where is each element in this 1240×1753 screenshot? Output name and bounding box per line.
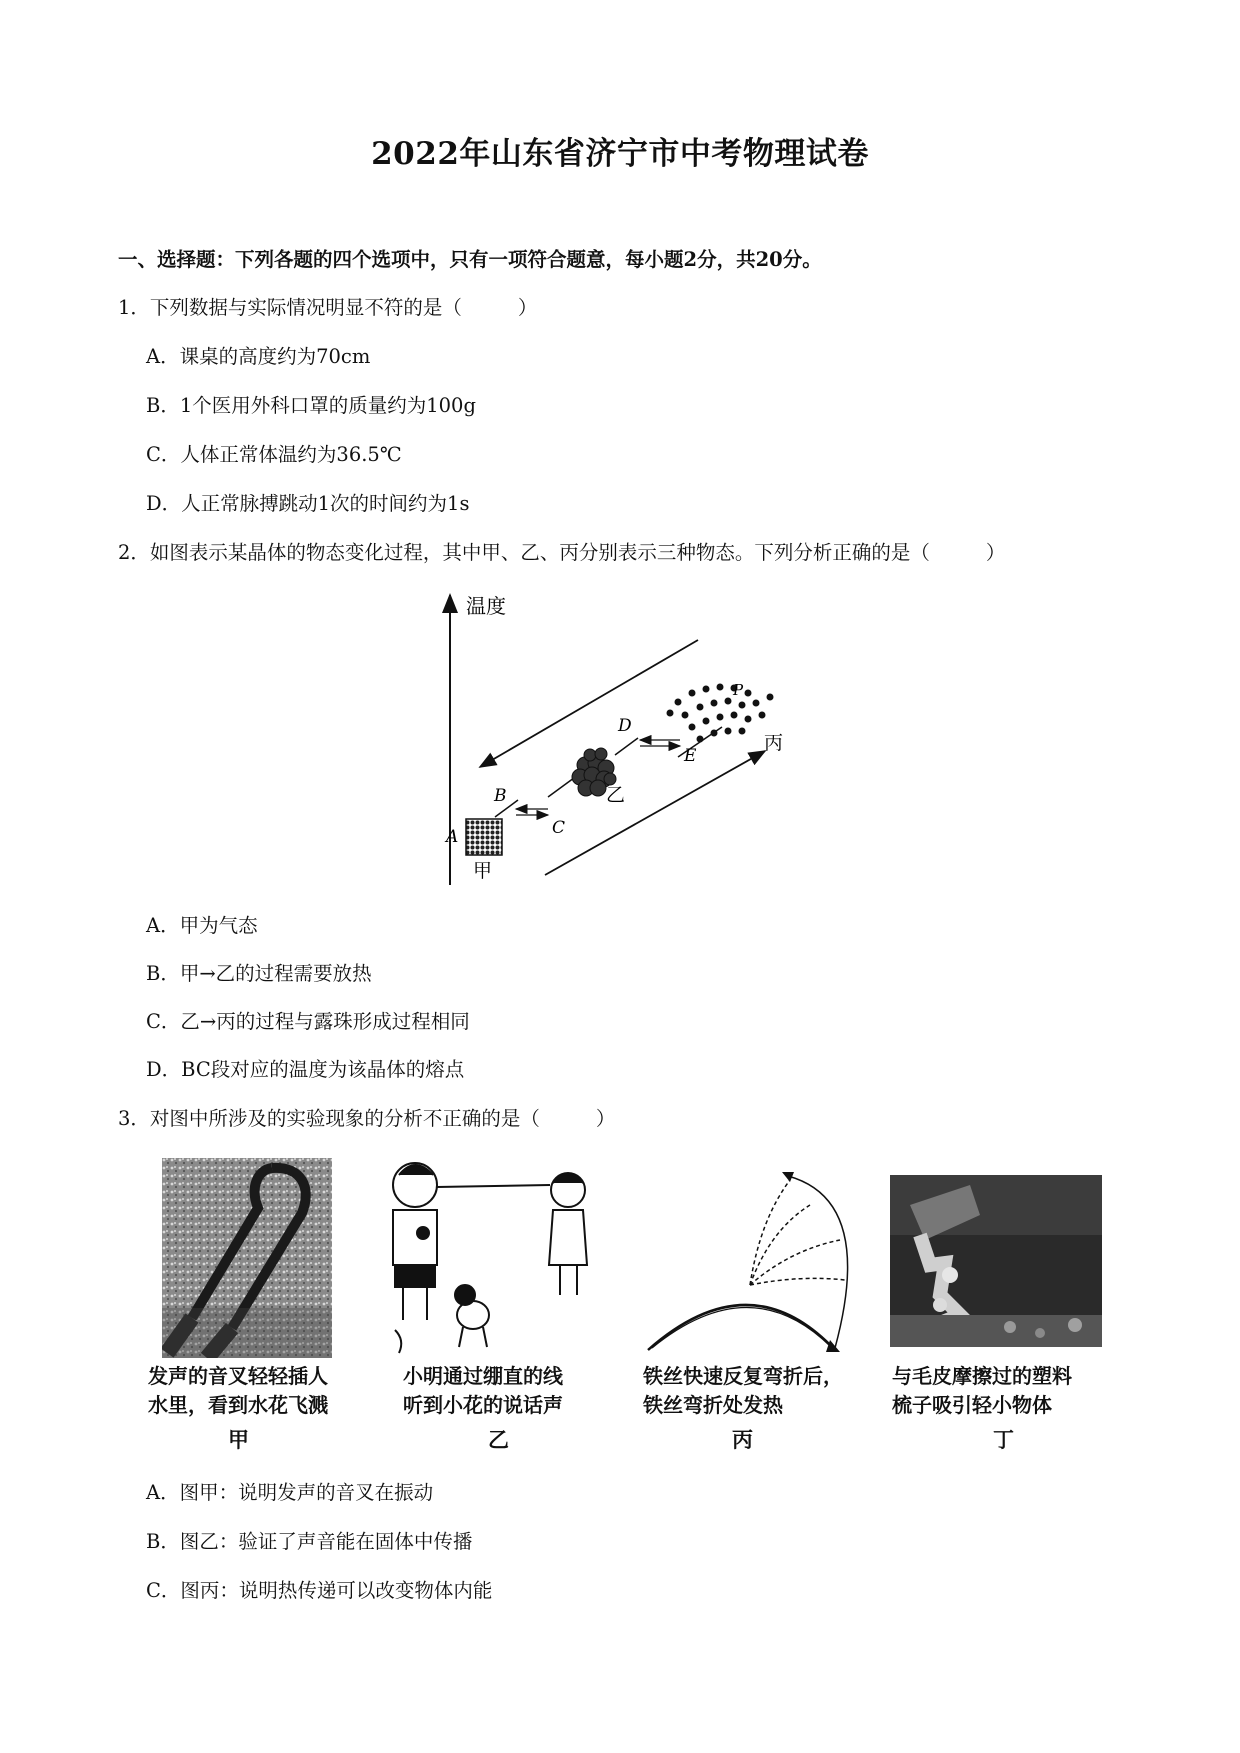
- point-label-p: P: [733, 681, 744, 699]
- cooling-arrow: [480, 640, 698, 767]
- panel-yi-label: 乙: [488, 1428, 509, 1452]
- q1-option-a: A．课桌的高度约为70cm: [146, 345, 371, 368]
- question-2-stem: [118, 537, 1005, 565]
- q2-option-b: B．甲→乙的过程需要放热: [146, 962, 372, 985]
- solid-state-block: [466, 819, 502, 855]
- panel-ding-caption-line-2: 梳子吸引轻小物体: [892, 1393, 1052, 1417]
- panel-jia-caption-line-1: 发声的音叉轻轻插人: [148, 1364, 328, 1388]
- panel-ding-label: 丁: [993, 1428, 1014, 1452]
- panel-jia-caption: [148, 1362, 328, 1420]
- q2-option-c: C．乙→丙的过程与露珠形成过程相同: [146, 1010, 470, 1033]
- point-label-b: B: [494, 786, 507, 806]
- comb-attraction-photo: [890, 1175, 1102, 1347]
- string-telephone-drawing: [385, 1155, 595, 1365]
- q3-stem-text: 3．对图中所涉及的实验现象的分析不正确的是（: [118, 1107, 540, 1130]
- q1-option-b: B．1个医用外科口罩的质量约为100g: [146, 394, 476, 417]
- q1-option-c: C．人体正常体温约为36.5℃: [146, 443, 402, 466]
- panel-bing-caption-line-1: 铁丝快速反复弯折后，: [643, 1364, 843, 1388]
- q3-option-a: A．图甲：说明发声的音叉在振动: [146, 1481, 434, 1504]
- q2-stem-text: 2．如图表示某晶体的物态变化过程，其中甲、乙、丙分别表示三种物态。下列分析正确的是（: [118, 541, 930, 564]
- point-label-e: E: [684, 746, 697, 766]
- q1-stem-text: 1．下列数据与实际情况明显不符的是（: [118, 296, 462, 319]
- panel-bing-label: 丙: [732, 1428, 753, 1452]
- section-heading: 一、选择题：下列各题的四个选项中，只有一项符合题意，每小题2分，共20分。: [118, 248, 822, 271]
- q2-option-a: A．甲为气态: [146, 914, 258, 937]
- page-title: 2022年山东省济宁市中考物理试卷: [371, 136, 869, 172]
- question-3-stem: [118, 1103, 615, 1131]
- panel-jia-caption-line-2: 水里，看到水花飞溅: [148, 1393, 328, 1417]
- phase-change-diagram: [430, 585, 850, 890]
- q3-close-paren: ）: [595, 1107, 616, 1130]
- state-label-yi: 乙: [606, 784, 626, 806]
- axis-label: 温度: [466, 594, 506, 618]
- tuning-fork-photo: [162, 1158, 332, 1358]
- point-label-c: C: [552, 818, 566, 838]
- panel-bing-caption-line-2: 铁丝弯折处发热: [643, 1393, 783, 1417]
- state-label-bing: 丙: [764, 732, 784, 754]
- panel-yi-caption: [403, 1362, 563, 1420]
- point-label-a: A: [446, 827, 459, 847]
- panel-ding-caption-line-1: 与毛皮摩擦过的塑料: [892, 1364, 1072, 1388]
- q2-option-d: D．BC段对应的温度为该晶体的熔点: [146, 1058, 465, 1081]
- panel-ding-caption: [892, 1362, 1072, 1420]
- q3-option-c: C．图丙：说明热传递可以改变物体内能: [146, 1579, 493, 1602]
- q2-close-paren: ）: [985, 541, 1006, 564]
- q1-close-paren: ）: [517, 296, 538, 319]
- gas-state-particles: [667, 684, 774, 743]
- panel-yi-caption-line-2: 听到小花的说话声: [403, 1393, 563, 1417]
- panel-yi-caption-line-1: 小明通过绷直的线: [403, 1364, 563, 1388]
- bent-wire-drawing: [640, 1160, 880, 1360]
- question-1-stem: [118, 292, 537, 320]
- point-label-d: D: [618, 716, 632, 736]
- q3-option-b: B．图乙：验证了声音能在固体中传播: [146, 1530, 473, 1553]
- panel-jia-label: 甲: [228, 1428, 249, 1452]
- state-label-jia: 甲: [473, 860, 493, 882]
- q1-option-d: D．人正常脉搏跳动1次的时间约为1s: [146, 492, 470, 515]
- panel-bing-caption: [643, 1362, 843, 1420]
